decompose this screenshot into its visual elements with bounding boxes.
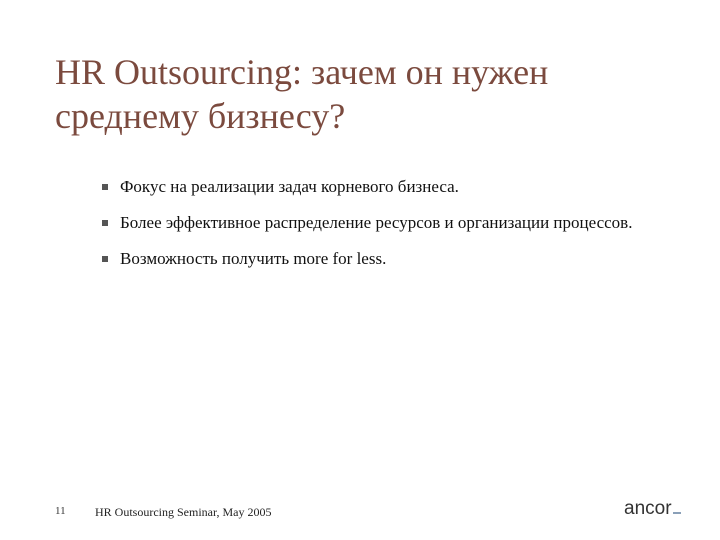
square-bullet-icon [102, 256, 108, 262]
bullet-item [102, 176, 662, 198]
slide-title [55, 50, 675, 138]
bullet-text: Фокус на реализации задач корневого бизнеса. [120, 177, 459, 196]
logo-underscore-icon [673, 512, 681, 514]
bullet-text: Более эффективное распределение ресурсов и организации процессов. [120, 213, 633, 232]
ancor-logo [624, 498, 681, 520]
bullet-item [102, 212, 662, 234]
logo-text: ancor [624, 498, 672, 519]
square-bullet-icon [102, 220, 108, 226]
slide-title-line: среднему бизнесу? [55, 96, 346, 136]
bullet-text: Возможность получить more for less. [120, 249, 387, 268]
bullet-list [102, 176, 662, 284]
footer-caption: HR Outsourcing Seminar, May 2005 [95, 505, 272, 519]
page-number: 11 [55, 505, 66, 517]
square-bullet-icon [102, 184, 108, 190]
bullet-item [102, 248, 662, 270]
slide-title-line: HR Outsourcing: зачем он нужен [55, 52, 549, 92]
